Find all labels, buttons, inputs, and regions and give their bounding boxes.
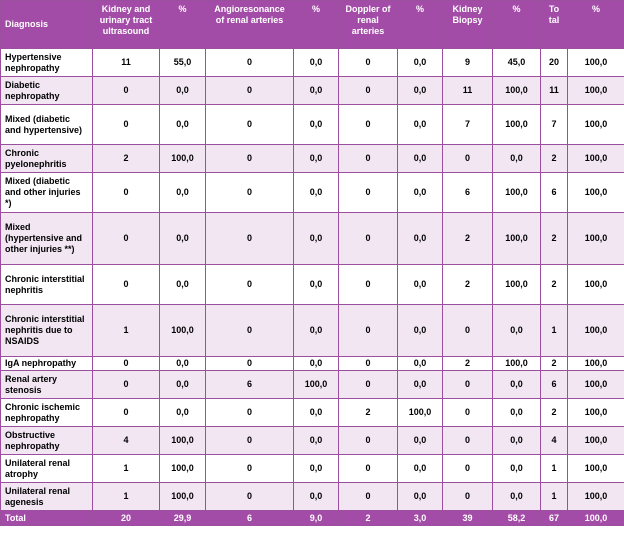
- total-cell: 20: [93, 511, 160, 526]
- value-cell: 100,0: [568, 49, 624, 77]
- value-cell: 0,0: [398, 173, 443, 213]
- value-cell: 6: [541, 173, 568, 213]
- diagnosis-cell: Hypertensive nephropathy: [1, 49, 93, 77]
- value-cell: 0,0: [160, 213, 206, 265]
- header-doppler-pct: %: [398, 1, 443, 49]
- total-cell: 58,2: [493, 511, 541, 526]
- value-cell: 45,0: [493, 49, 541, 77]
- value-cell: 0: [93, 105, 160, 145]
- value-cell: 0,0: [398, 49, 443, 77]
- value-cell: 0: [339, 455, 398, 483]
- value-cell: 0: [206, 213, 294, 265]
- value-cell: 9: [443, 49, 493, 77]
- header-ultrasound-pct: %: [160, 1, 206, 49]
- value-cell: 0: [339, 145, 398, 173]
- value-cell: 0: [93, 357, 160, 371]
- value-cell: 0: [93, 77, 160, 105]
- table-row: [1, 265, 624, 305]
- value-cell: 0: [339, 213, 398, 265]
- value-cell: 6: [206, 371, 294, 399]
- diagnosis-cell: Chronic ischemic nephropathy: [1, 399, 93, 427]
- value-cell: 0,0: [294, 173, 339, 213]
- value-cell: 0,0: [398, 483, 443, 511]
- value-cell: 1: [93, 455, 160, 483]
- diagnosis-cell: Chronic interstitial nephritis: [1, 265, 93, 305]
- value-cell: 0: [443, 145, 493, 173]
- value-cell: 0,0: [493, 371, 541, 399]
- table-row: [1, 399, 624, 427]
- diagnosis-cell: Obstructive nephropathy: [1, 427, 93, 455]
- header-angioresonance-pct: %: [294, 1, 339, 49]
- value-cell: 100,0: [398, 399, 443, 427]
- value-cell: 7: [443, 105, 493, 145]
- diagnosis-cell: Chronic interstitial nephritis due to NSAIDS: [1, 305, 93, 357]
- value-cell: 0: [206, 357, 294, 371]
- diagnosis-cell: Mixed (diabetic and hypertensive): [1, 105, 93, 145]
- diagnosis-cell: Mixed (diabetic and other injuries *): [1, 173, 93, 213]
- value-cell: 0,0: [294, 305, 339, 357]
- diagnosis-cell: Unilateral renal agenesis: [1, 483, 93, 511]
- value-cell: 0: [339, 173, 398, 213]
- header-biopsy: Kidney Biopsy: [443, 1, 493, 49]
- header-row: [1, 1, 624, 49]
- value-cell: 0: [206, 399, 294, 427]
- value-cell: 0: [443, 483, 493, 511]
- value-cell: 0: [206, 77, 294, 105]
- header-angioresonance: Angioresonance of renal arteries: [206, 1, 294, 49]
- value-cell: 0,0: [294, 399, 339, 427]
- value-cell: 20: [541, 49, 568, 77]
- value-cell: 0,0: [398, 213, 443, 265]
- value-cell: 100,0: [568, 145, 624, 173]
- value-cell: 100,0: [568, 483, 624, 511]
- value-cell: 1: [541, 483, 568, 511]
- value-cell: 0,0: [294, 357, 339, 371]
- value-cell: 2: [541, 145, 568, 173]
- value-cell: 0,0: [294, 265, 339, 305]
- diagnosis-cell: Renal artery stenosis: [1, 371, 93, 399]
- table-row: [1, 77, 624, 105]
- total-cell: 9,0: [294, 511, 339, 526]
- value-cell: 0: [443, 427, 493, 455]
- value-cell: 2: [443, 265, 493, 305]
- value-cell: 0: [339, 357, 398, 371]
- diagnosis-cell: Chronic pyelonephritis: [1, 145, 93, 173]
- value-cell: 100,0: [160, 305, 206, 357]
- header-ultrasound: Kidney and urinary tract ultrasound: [93, 1, 160, 49]
- diagnosis-cell: IgA nephropathy: [1, 357, 93, 371]
- value-cell: 0,0: [398, 77, 443, 105]
- value-cell: 2: [541, 357, 568, 371]
- value-cell: 2: [339, 399, 398, 427]
- value-cell: 0: [443, 305, 493, 357]
- value-cell: 0,0: [493, 305, 541, 357]
- value-cell: 11: [93, 49, 160, 77]
- value-cell: 0: [206, 265, 294, 305]
- value-cell: 0,0: [398, 371, 443, 399]
- value-cell: 0,0: [160, 173, 206, 213]
- value-cell: 1: [541, 305, 568, 357]
- table-row: [1, 371, 624, 399]
- total-cell: 100,0: [568, 511, 624, 526]
- header-biopsy-pct: %: [493, 1, 541, 49]
- value-cell: 100,0: [493, 105, 541, 145]
- value-cell: 0: [443, 399, 493, 427]
- value-cell: 0,0: [493, 455, 541, 483]
- value-cell: 0,0: [294, 213, 339, 265]
- value-cell: 0: [206, 173, 294, 213]
- value-cell: 0: [443, 455, 493, 483]
- value-cell: 0: [206, 49, 294, 77]
- table-row: [1, 49, 624, 77]
- value-cell: 100,0: [160, 483, 206, 511]
- table-row: [1, 427, 624, 455]
- diagnosis-cell: Mixed (hypertensive and other injuries **): [1, 213, 93, 265]
- value-cell: 0,0: [160, 357, 206, 371]
- total-cell: 29,9: [160, 511, 206, 526]
- value-cell: 100,0: [568, 371, 624, 399]
- table-row: [1, 173, 624, 213]
- total-cell: 67: [541, 511, 568, 526]
- value-cell: 100,0: [493, 77, 541, 105]
- value-cell: 0: [339, 427, 398, 455]
- value-cell: 0: [206, 483, 294, 511]
- value-cell: 100,0: [568, 427, 624, 455]
- value-cell: 4: [541, 427, 568, 455]
- value-cell: 0,0: [294, 145, 339, 173]
- value-cell: 100,0: [294, 371, 339, 399]
- header-doppler: Doppler of renal arteries: [339, 1, 398, 49]
- value-cell: 0,0: [294, 49, 339, 77]
- diagnosis-cell: Diabetic nephropathy: [1, 77, 93, 105]
- value-cell: 0,0: [398, 357, 443, 371]
- value-cell: 0,0: [398, 265, 443, 305]
- value-cell: 0: [93, 173, 160, 213]
- value-cell: 100,0: [160, 145, 206, 173]
- value-cell: 0,0: [160, 399, 206, 427]
- value-cell: 0,0: [398, 145, 443, 173]
- table-row: [1, 105, 624, 145]
- header-diagnosis: Diagnosis: [1, 1, 93, 49]
- table-row: [1, 305, 624, 357]
- value-cell: 0: [339, 483, 398, 511]
- value-cell: 0: [206, 305, 294, 357]
- value-cell: 4: [93, 427, 160, 455]
- value-cell: 0: [206, 105, 294, 145]
- table-row: [1, 145, 624, 173]
- total-cell: 2: [339, 511, 398, 526]
- value-cell: 11: [443, 77, 493, 105]
- value-cell: 0,0: [160, 371, 206, 399]
- value-cell: 0,0: [398, 427, 443, 455]
- value-cell: 100,0: [568, 399, 624, 427]
- value-cell: 100,0: [160, 455, 206, 483]
- total-row: [1, 511, 624, 526]
- value-cell: 0,0: [398, 455, 443, 483]
- value-cell: 0,0: [398, 305, 443, 357]
- value-cell: 1: [93, 305, 160, 357]
- value-cell: 0,0: [493, 427, 541, 455]
- value-cell: 100,0: [568, 105, 624, 145]
- value-cell: 0,0: [160, 105, 206, 145]
- value-cell: 0: [206, 427, 294, 455]
- value-cell: 0,0: [398, 105, 443, 145]
- value-cell: 0: [339, 265, 398, 305]
- value-cell: 100,0: [568, 357, 624, 371]
- value-cell: 2: [541, 265, 568, 305]
- total-cell: 39: [443, 511, 493, 526]
- value-cell: 2: [443, 357, 493, 371]
- value-cell: 0: [206, 455, 294, 483]
- value-cell: 55,0: [160, 49, 206, 77]
- value-cell: 11: [541, 77, 568, 105]
- value-cell: 100,0: [568, 77, 624, 105]
- table-row: [1, 213, 624, 265]
- value-cell: 100,0: [568, 455, 624, 483]
- value-cell: 100,0: [568, 265, 624, 305]
- table-row: [1, 357, 624, 371]
- value-cell: 100,0: [493, 357, 541, 371]
- value-cell: 0,0: [294, 105, 339, 145]
- value-cell: 1: [93, 483, 160, 511]
- value-cell: 0,0: [294, 427, 339, 455]
- value-cell: 100,0: [493, 265, 541, 305]
- value-cell: 0,0: [160, 265, 206, 305]
- header-total-pct: %: [568, 1, 624, 49]
- value-cell: 0: [339, 371, 398, 399]
- value-cell: 0: [206, 145, 294, 173]
- value-cell: 0: [339, 305, 398, 357]
- value-cell: 100,0: [493, 173, 541, 213]
- table-row: [1, 455, 624, 483]
- value-cell: 6: [443, 173, 493, 213]
- value-cell: 2: [541, 213, 568, 265]
- value-cell: 100,0: [493, 213, 541, 265]
- value-cell: 0: [339, 77, 398, 105]
- value-cell: 7: [541, 105, 568, 145]
- value-cell: 0,0: [294, 455, 339, 483]
- header-total: To tal: [541, 1, 568, 49]
- value-cell: 0: [93, 265, 160, 305]
- total-label: Total: [1, 511, 93, 526]
- value-cell: 100,0: [160, 427, 206, 455]
- value-cell: 2: [93, 145, 160, 173]
- total-cell: 3,0: [398, 511, 443, 526]
- value-cell: 0: [93, 371, 160, 399]
- table-row: [1, 483, 624, 511]
- value-cell: 0: [93, 213, 160, 265]
- value-cell: 0,0: [160, 77, 206, 105]
- total-cell: 6: [206, 511, 294, 526]
- value-cell: 0,0: [493, 483, 541, 511]
- value-cell: 2: [443, 213, 493, 265]
- value-cell: 0: [339, 105, 398, 145]
- diagnosis-cell: Unilateral renal atrophy: [1, 455, 93, 483]
- value-cell: 0: [339, 49, 398, 77]
- value-cell: 100,0: [568, 305, 624, 357]
- value-cell: 0,0: [493, 399, 541, 427]
- value-cell: 0: [443, 371, 493, 399]
- value-cell: 100,0: [568, 173, 624, 213]
- value-cell: 0: [93, 399, 160, 427]
- value-cell: 1: [541, 455, 568, 483]
- value-cell: 6: [541, 371, 568, 399]
- value-cell: 0,0: [493, 145, 541, 173]
- value-cell: 2: [541, 399, 568, 427]
- value-cell: 0,0: [294, 483, 339, 511]
- value-cell: 0,0: [294, 77, 339, 105]
- value-cell: 100,0: [568, 213, 624, 265]
